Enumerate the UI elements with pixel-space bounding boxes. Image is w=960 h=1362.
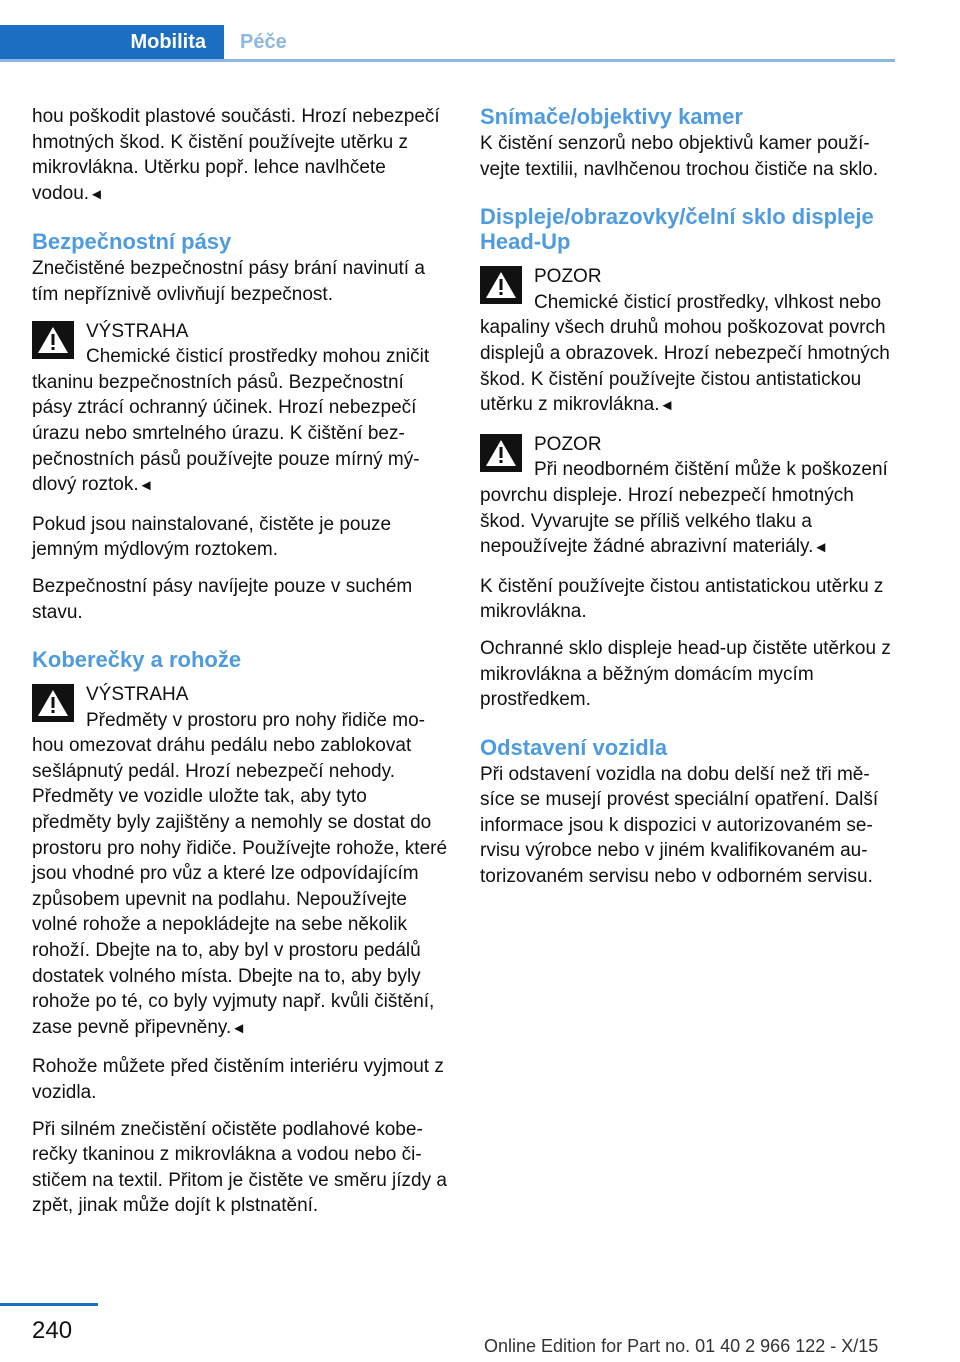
warning-text: Chemické čisticí prostředky mohou zničit tkaninu bezpečnostních pásů. Bezpečnostní pásy ztrácí ochranný účinek. Hrozí nebezpečí úrazu nebo smrtelného úrazu. K čištění bezpečnostních pásů používejte pouze mírný mýdlový roztok. [32, 346, 430, 496]
footer-rule [0, 1303, 98, 1306]
mats-warning [32, 682, 448, 1041]
intro-text: hou poškodit plastové součásti. Hrozí nebezpečí hmotných škod. K čistění používejte utěrku z mikrovlákna. Utěrku popř. lehce navlhčete vodou. [32, 106, 440, 204]
edition-note: Online Edition for Part no. 01 40 2 966 122 - X/15 [484, 1336, 879, 1356]
tab-pece[interactable]: Péče [224, 25, 895, 59]
warning-triangle-icon [32, 321, 74, 359]
seatbelts-warning [32, 319, 448, 499]
caution-title: POZOR [534, 266, 602, 288]
caution-title: POZOR [534, 433, 602, 455]
intro-paragraph [32, 104, 448, 207]
warning-triangle-icon [32, 684, 74, 722]
caution-text: Při neodborném čištění může k poškození povrchu displeje. Hrozí nebezpečí hmotných škod. Vyvarujte se příliš velkého tlaku a nepoužívejte žádné abrazivní materiály. [480, 459, 888, 558]
chapter-tabs [0, 0, 895, 62]
seatbelts-paragraph-2: Pokud jsou nainstalované, čistěte je pouze jemným mýdlovým roztokem. [32, 513, 392, 561]
tab-underline [0, 59, 895, 62]
caution-triangle-icon [480, 266, 522, 304]
mats-paragraph-2: Při silném znečistění očistěte podlahové koberečky tkaninou z mikrovlákna a vodou nebo čističem na textil. Přitom je čistěte ve směru jízdy a zpět, jinak může dojít k plstnatění. [32, 1118, 447, 1217]
left-column [32, 104, 448, 1230]
heading-mats: Koberečky a rohože [32, 647, 242, 673]
parking-paragraph: Při odstavení vozidla na dobu delší než tři měsíce se musejí provést speciální opatření. Další informace jsou k dispozici v autorizovaném servisu výrobce nebo v jiném kvalifikovaném autorizovaném servisu nebo v odborném servisu. [480, 763, 879, 888]
heading-parking: Odstavení vozidla [480, 734, 668, 760]
warning-title: VÝSTRAHA [86, 320, 189, 342]
heading-seatbelts: Bezpečnostní pásy [32, 229, 232, 255]
heading-cameras: Snímače/objektivy kamer [480, 104, 743, 129]
displays-caution-1 [480, 264, 896, 419]
page-number: 240 [32, 1317, 73, 1344]
displays-caution-2 [480, 432, 896, 561]
cameras-paragraph: K čistění senzorů nebo objektivů kamer používejte textilii, navlhčenou trochou čističe na sklo. [480, 133, 879, 180]
displays-paragraph-2: Ochranné sklo displeje head-up čistěte utěrkou z mikrovlákna a běžným domácím mycím prostředkem. [480, 637, 891, 711]
tab-mobilita[interactable]: Mobilita [0, 25, 224, 59]
mats-paragraph-1: Rohože můžete před čistěním interiéru vyjmout z vozidla. [32, 1056, 444, 1103]
right-column [480, 104, 896, 901]
caution-triangle-icon [480, 434, 522, 472]
end-mark-icon: ◄ [659, 397, 675, 415]
displays-paragraph-1: K čistění používejte čistou antistatickou utěrku z mikrovlákna. [480, 575, 884, 623]
caution-text: Chemické čisticí prostředky, vlhkost nebo kapaliny všech druhů mohou poškozovat povrch displejů a obrazovek. Hrozí nebezpečí hmotných škod. K čistění používejte čistou antistatickou utěrku z mikrovlákna. [480, 291, 890, 416]
heading-displays: Displeje/obrazovky/čelní sklo displeje Head-Up [480, 204, 874, 255]
seatbelts-paragraph: Znečistěné bezpečnostní pásy brání navinutí a tím nepříznivě ovlivňují bezpečnost. [32, 258, 425, 305]
end-mark-icon: ◄ [89, 185, 104, 203]
seatbelts-paragraph-3: Bezpečnostní pásy navíjejte pouze v suchém stavu. [32, 575, 413, 623]
warning-title: VÝSTRAHA [86, 684, 189, 706]
end-mark-icon: ◄ [138, 477, 154, 495]
end-mark-icon: ◄ [231, 1019, 247, 1037]
end-mark-icon: ◄ [813, 539, 829, 557]
warning-text: Předměty v prostoru pro nohy řidiče mohou omezovat dráhu pedálu nebo zablokovat sešlápnutý pedál. Hrozí nebezpečí nehody. Předměty ve vozidle uložte tak, aby tyto předměty byly zajištěny a nemohly se dostat do prostoru pro nohy řidiče. Používejte rohože, které jsou vhodné pro vůz a které lze odpovídajícím způsobem upevnit na podlahu. Nepoužívejte volné rohože a nepokládejte na sebe několik rohoží. Dbejte na to, aby byl v prostoru pedálů dostatek volného místa. Dbejte na to, aby byly rohože po té, co byly vyjmuty např. kvůli čištění, zase pevně připevněny. [32, 709, 448, 1038]
